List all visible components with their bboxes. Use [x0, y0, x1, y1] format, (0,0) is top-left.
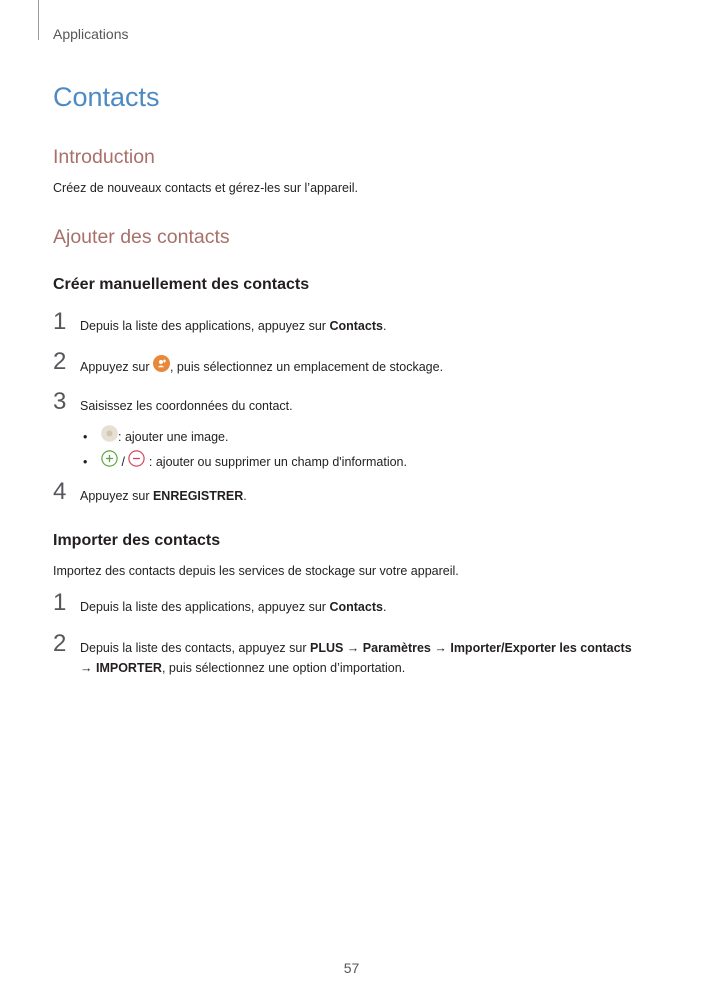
bullet-dot: •: [83, 429, 88, 444]
step-text-part: .: [382, 600, 387, 614]
step-text: [80, 356, 640, 379]
step-number: 2: [53, 630, 67, 657]
menu-path-plus: PLUS: [309, 641, 344, 655]
bullet-dot: •: [83, 454, 88, 469]
step-text: Saisissez les coordonnées du contact.: [80, 399, 293, 413]
step-text-part: Appuyez sur: [80, 489, 153, 503]
add-contact-icon: [153, 355, 170, 378]
step-text-part: Depuis la liste des applications, appuyez sur: [80, 319, 330, 333]
bullet-add-remove-field: [83, 451, 407, 474]
margin-rule: [38, 0, 39, 40]
section-label: Applications: [53, 26, 129, 42]
manual-heading: Créer manuellement des contacts: [53, 276, 310, 293]
step-number: 1: [53, 308, 67, 335]
step-text-part: .: [382, 319, 387, 333]
bullet-add-image: [83, 426, 229, 449]
step-text-part: , puis sélectionnez un emplacement de stockage.: [169, 359, 444, 374]
path-arrow: →: [80, 661, 96, 675]
page-title: Contacts: [53, 82, 160, 112]
import-text: Importez des contacts depuis les services de stockage sur votre appareil.: [53, 564, 459, 578]
step-text-part: , puis sélectionnez une option d’importation.: [161, 661, 406, 675]
step-number: 1: [53, 589, 67, 616]
bullet-separator: /: [118, 454, 129, 469]
add-contacts-heading: Ajouter des contacts: [53, 226, 230, 248]
intro-text: Créez de nouveaux contacts et gérez-les sur l’appareil.: [53, 181, 359, 195]
menu-path-import-export: Importer/Exporter les contacts: [450, 641, 632, 655]
minus-circle-icon: [128, 450, 145, 473]
step-bold: Contacts: [329, 319, 383, 333]
step-text-part: Depuis la liste des applications, appuyez sur: [80, 600, 330, 614]
intro-heading: Introduction: [53, 146, 155, 168]
step-number: 4: [53, 478, 67, 505]
step-bold: Contacts: [329, 600, 383, 614]
import-heading: Importer des contacts: [53, 532, 221, 549]
menu-path-import: IMPORTER: [95, 661, 162, 675]
plus-circle-icon: [101, 450, 118, 473]
bullet-text: : ajouter ou supprimer un champ d'information.: [145, 454, 407, 469]
step-text: [80, 638, 640, 678]
step-text: [80, 316, 640, 336]
step-number: 2: [53, 348, 67, 375]
step-bold: ENREGISTRER: [152, 489, 244, 503]
step-text-part: Appuyez sur: [80, 359, 153, 374]
page-number: 57: [343, 960, 360, 976]
step-text: [80, 597, 640, 617]
path-arrow: →: [430, 641, 451, 655]
step-text: [80, 486, 640, 506]
step-text-part: Depuis la liste des contacts, appuyez sur: [80, 641, 310, 655]
bullet-text: : ajouter une image.: [118, 429, 229, 444]
image-placeholder-icon: [101, 425, 118, 448]
step-text-part: .: [243, 489, 247, 503]
step-number: 3: [53, 388, 67, 415]
path-arrow: →: [343, 641, 363, 655]
menu-path-settings: Paramètres: [362, 641, 431, 655]
